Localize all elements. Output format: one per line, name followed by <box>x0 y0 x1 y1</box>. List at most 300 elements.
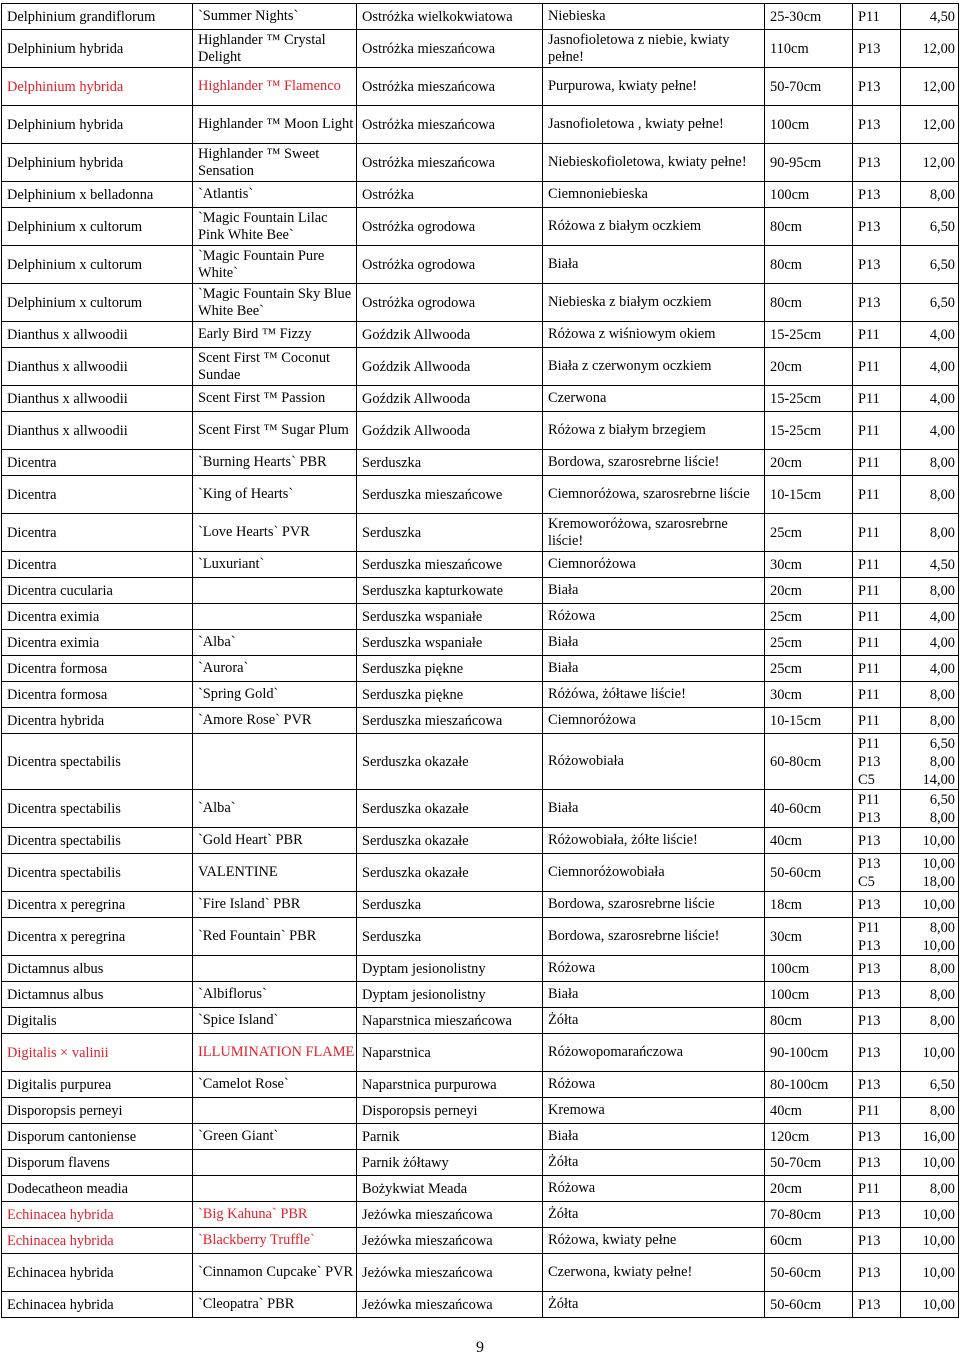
latin-name: Dicentra formosa <box>2 656 193 682</box>
cultivar-name: `Magic Fountain Pure White` <box>193 246 357 284</box>
pot-size: P13 <box>853 1150 901 1176</box>
table-row <box>2 476 959 514</box>
cultivar-name: `Magic Fountain Sky Blue White Bee` <box>193 284 357 322</box>
pot-size: P13 <box>853 1008 901 1034</box>
pot-size: P13 <box>853 1254 901 1292</box>
plant-height: 15-25cm <box>765 412 853 450</box>
polish-name: Serduszka kapturkowate <box>357 578 543 604</box>
flower-color: Różowa z wiśniowym okiem <box>543 322 765 348</box>
latin-name: Dicentra spectabilis <box>2 734 193 790</box>
plant-height: 10-15cm <box>765 708 853 734</box>
plant-height: 50-70cm <box>765 68 853 106</box>
pot-size: P13 <box>853 1124 901 1150</box>
cultivar-name: `Camelot Rose` <box>193 1072 357 1098</box>
latin-name: Delphinium hybrida <box>2 144 193 182</box>
table-row <box>2 348 959 386</box>
pot-size: P11 P13 C5 <box>853 734 901 790</box>
cultivar-name: Highlander ™ Crystal Delight <box>193 30 357 68</box>
polish-name: Ostróżka wielkokwiatowa <box>357 4 543 30</box>
flower-color: Czerwona <box>543 386 765 412</box>
flower-color: Żółta <box>543 1292 765 1318</box>
plant-height: 80cm <box>765 284 853 322</box>
latin-name: Disporum cantoniense <box>2 1124 193 1150</box>
cultivar-name: Highlander ™ Sweet Sensation <box>193 144 357 182</box>
latin-name: Dicentra hybrida <box>2 708 193 734</box>
cultivar-name: Scent First ™ Sugar Plum <box>193 412 357 450</box>
cultivar-name: Scent First ™ Coconut Sundae <box>193 348 357 386</box>
flower-color: Różowobiała, żółte liście! <box>543 828 765 854</box>
plant-height: 70-80cm <box>765 1202 853 1228</box>
plant-height: 25-30cm <box>765 4 853 30</box>
flower-color: Różowa <box>543 1176 765 1202</box>
flower-color: Żółta <box>543 1008 765 1034</box>
price: 6,50 <box>901 208 959 246</box>
flower-color: Biała <box>543 656 765 682</box>
price: 6,50 <box>901 284 959 322</box>
price: 8,00 <box>901 1098 959 1124</box>
plant-height: 100cm <box>765 106 853 144</box>
price: 10,00 <box>901 1202 959 1228</box>
polish-name: Goździk Allwooda <box>357 386 543 412</box>
table-row <box>2 892 959 918</box>
polish-name: Dyptam jesionolistny <box>357 982 543 1008</box>
table-row <box>2 828 959 854</box>
flower-color: Jasnofioletowa z niebie, kwiaty pełne! <box>543 30 765 68</box>
plant-height: 60cm <box>765 1228 853 1254</box>
plant-height: 30cm <box>765 918 853 956</box>
price: 8,00 <box>901 982 959 1008</box>
flower-color: Purpurowa, kwiaty pełne! <box>543 68 765 106</box>
table-row <box>2 1254 959 1292</box>
plant-height: 80-100cm <box>765 1072 853 1098</box>
latin-name: Echinacea hybrida <box>2 1228 193 1254</box>
table-row <box>2 578 959 604</box>
pot-size: P11 <box>853 682 901 708</box>
table-row <box>2 1008 959 1034</box>
flower-color: Bordowa, szarosrebrne liście! <box>543 918 765 956</box>
table-row <box>2 386 959 412</box>
plant-height: 20cm <box>765 1176 853 1202</box>
flower-color: Biała z czerwonym oczkiem <box>543 348 765 386</box>
flower-color: Biała <box>543 790 765 828</box>
polish-name: Ostróżka mieszańcowa <box>357 144 543 182</box>
plant-height: 40-60cm <box>765 790 853 828</box>
latin-name: Delphinium x cultorum <box>2 208 193 246</box>
pot-size: P13 <box>853 828 901 854</box>
pot-size: P13 <box>853 182 901 208</box>
price: 8,00 <box>901 450 959 476</box>
latin-name: Dicentra x peregrina <box>2 892 193 918</box>
price: 6,50 <box>901 246 959 284</box>
plant-height: 40cm <box>765 828 853 854</box>
pot-size: P11 P13 <box>853 790 901 828</box>
latin-name: Dicentra spectabilis <box>2 828 193 854</box>
latin-name: Delphinium x belladonna <box>2 182 193 208</box>
polish-name: Jeżówka mieszańcowa <box>357 1228 543 1254</box>
flower-color: Bordowa, szarosrebrne liście! <box>543 450 765 476</box>
pot-size: P13 <box>853 68 901 106</box>
table-row <box>2 412 959 450</box>
table-row <box>2 144 959 182</box>
latin-name: Dianthus x allwoodii <box>2 322 193 348</box>
table-row <box>2 182 959 208</box>
cultivar-name: `Atlantis` <box>193 182 357 208</box>
flower-color: Różowa <box>543 956 765 982</box>
table-row <box>2 246 959 284</box>
price: 4,00 <box>901 348 959 386</box>
polish-name: Serduszka piękne <box>357 682 543 708</box>
polish-name: Serduszka okazałe <box>357 790 543 828</box>
price: 12,00 <box>901 68 959 106</box>
flower-color: Kremowa <box>543 1098 765 1124</box>
cultivar-name: `Cleopatra` PBR <box>193 1292 357 1318</box>
pot-size: P11 <box>853 630 901 656</box>
polish-name: Bożykwiat Meada <box>357 1176 543 1202</box>
page-number: 9 <box>476 1339 484 1356</box>
polish-name: Goździk Allwooda <box>357 322 543 348</box>
polish-name: Serduszka wspaniałe <box>357 630 543 656</box>
plant-height: 18cm <box>765 892 853 918</box>
price: 10,00 <box>901 828 959 854</box>
polish-name: Goździk Allwooda <box>357 412 543 450</box>
flower-color: Niebieska <box>543 4 765 30</box>
table-row <box>2 1176 959 1202</box>
price: 8,00 <box>901 182 959 208</box>
cultivar-name: `Spring Gold` <box>193 682 357 708</box>
plant-height: 10-15cm <box>765 476 853 514</box>
polish-name: Serduszka okazałe <box>357 828 543 854</box>
flower-color: Różowopomarańczowa <box>543 1034 765 1072</box>
polish-name: Serduszka okazałe <box>357 854 543 892</box>
catalog-body <box>2 4 959 1318</box>
flower-color: Ciemnoniebieska <box>543 182 765 208</box>
price: 10,00 <box>901 1150 959 1176</box>
polish-name: Serduszka <box>357 892 543 918</box>
cultivar-name: `Luxuriant` <box>193 552 357 578</box>
flower-color: Żółta <box>543 1202 765 1228</box>
plant-height: 100cm <box>765 956 853 982</box>
polish-name: Naparstnica <box>357 1034 543 1072</box>
table-row <box>2 1072 959 1098</box>
polish-name: Ostróżka ogrodowa <box>357 208 543 246</box>
plant-height: 50-60cm <box>765 854 853 892</box>
table-row <box>2 630 959 656</box>
polish-name: Dyptam jesionolistny <box>357 956 543 982</box>
pot-size: P11 <box>853 552 901 578</box>
price: 16,00 <box>901 1124 959 1150</box>
cultivar-name: `Cinnamon Cupcake` PVR <box>193 1254 357 1292</box>
table-row <box>2 1124 959 1150</box>
plant-height: 80cm <box>765 1008 853 1034</box>
table-row <box>2 1292 959 1318</box>
price: 6,50 8,00 14,00 <box>901 734 959 790</box>
polish-name: Naparstnica purpurowa <box>357 1072 543 1098</box>
plant-height: 25cm <box>765 604 853 630</box>
flower-color: Żółta <box>543 1150 765 1176</box>
price: 8,00 <box>901 1176 959 1202</box>
polish-name: Ostróżka ogrodowa <box>357 284 543 322</box>
plant-height: 90-95cm <box>765 144 853 182</box>
pot-size: P11 <box>853 450 901 476</box>
polish-name: Serduszka <box>357 450 543 476</box>
cultivar-name: VALENTINE <box>193 854 357 892</box>
latin-name: Dianthus x allwoodii <box>2 412 193 450</box>
latin-name: Dicentra <box>2 552 193 578</box>
pot-size: P13 C5 <box>853 854 901 892</box>
pot-size: P13 <box>853 284 901 322</box>
plant-height: 60-80cm <box>765 734 853 790</box>
price: 10,00 <box>901 1228 959 1254</box>
price: 4,00 <box>901 604 959 630</box>
price: 12,00 <box>901 106 959 144</box>
latin-name: Dicentra formosa <box>2 682 193 708</box>
flower-color: Różówa, żółtawe liście! <box>543 682 765 708</box>
latin-name: Delphinium x cultorum <box>2 284 193 322</box>
table-row <box>2 682 959 708</box>
cultivar-name: `Gold Heart` PBR <box>193 828 357 854</box>
cultivar-name: `Alba` <box>193 630 357 656</box>
cultivar-name: Highlander ™ Flamenco <box>193 68 357 106</box>
pot-size: P11 <box>853 578 901 604</box>
plant-height: 100cm <box>765 182 853 208</box>
plant-height: 120cm <box>765 1124 853 1150</box>
flower-color: Różowa, kwiaty pełne <box>543 1228 765 1254</box>
plant-height: 20cm <box>765 450 853 476</box>
latin-name: Echinacea hybrida <box>2 1292 193 1318</box>
cultivar-name <box>193 1150 357 1176</box>
price: 8,00 <box>901 476 959 514</box>
cultivar-name: `Aurora` <box>193 656 357 682</box>
plant-height: 50-70cm <box>765 1150 853 1176</box>
polish-name: Serduszka wspaniałe <box>357 604 543 630</box>
latin-name: Delphinium hybrida <box>2 68 193 106</box>
table-row <box>2 854 959 892</box>
plant-height: 100cm <box>765 982 853 1008</box>
pot-size: P11 <box>853 348 901 386</box>
pot-size: P13 <box>853 1292 901 1318</box>
plant-height: 80cm <box>765 208 853 246</box>
flower-color: Różowa <box>543 1072 765 1098</box>
pot-size: P11 <box>853 1176 901 1202</box>
price: 6,50 <box>901 1072 959 1098</box>
polish-name: Serduszka mieszańcowe <box>357 552 543 578</box>
latin-name: Digitalis purpurea <box>2 1072 193 1098</box>
pot-size: P11 <box>853 412 901 450</box>
table-row <box>2 68 959 106</box>
latin-name: Dicentra cucularia <box>2 578 193 604</box>
flower-color: Biała <box>543 246 765 284</box>
price: 8,00 <box>901 514 959 552</box>
pot-size: P13 <box>853 1034 901 1072</box>
latin-name: Echinacea hybrida <box>2 1254 193 1292</box>
price: 8,00 <box>901 708 959 734</box>
latin-name: Delphinium grandiflorum <box>2 4 193 30</box>
latin-name: Dicentra spectabilis <box>2 790 193 828</box>
price: 4,00 <box>901 412 959 450</box>
table-row <box>2 106 959 144</box>
pot-size: P11 <box>853 386 901 412</box>
table-row <box>2 1034 959 1072</box>
plant-height: 30cm <box>765 682 853 708</box>
polish-name: Serduszka mieszańcowa <box>357 708 543 734</box>
flower-color: Ciemnoróżowobiała <box>543 854 765 892</box>
plant-height: 50-60cm <box>765 1254 853 1292</box>
polish-name: Jeżówka mieszańcowa <box>357 1202 543 1228</box>
latin-name: Delphinium hybrida <box>2 30 193 68</box>
flower-color: Różowa z białym brzegiem <box>543 412 765 450</box>
latin-name: Dicentra spectabilis <box>2 854 193 892</box>
latin-name: Dicentra <box>2 450 193 476</box>
pot-size: P13 <box>853 892 901 918</box>
flower-color: Czerwona, kwiaty pełne! <box>543 1254 765 1292</box>
polish-name: Serduszka <box>357 514 543 552</box>
catalog-table <box>1 3 959 1318</box>
cultivar-name <box>193 734 357 790</box>
latin-name: Delphinium hybrida <box>2 106 193 144</box>
polish-name: Ostróżka mieszańcowa <box>357 30 543 68</box>
latin-name: Dicentra eximia <box>2 630 193 656</box>
table-row <box>2 208 959 246</box>
cultivar-name: `Big Kahuna` PBR <box>193 1202 357 1228</box>
flower-color: Biała <box>543 578 765 604</box>
cultivar-name: ILLUMINATION FLAME <box>193 1034 357 1072</box>
cultivar-name: Scent First ™ Passion <box>193 386 357 412</box>
pot-size: P13 <box>853 956 901 982</box>
pot-size: P13 <box>853 30 901 68</box>
plant-height: 25cm <box>765 656 853 682</box>
price: 10,00 <box>901 1034 959 1072</box>
cultivar-name: `Fire Island` PBR <box>193 892 357 918</box>
flower-color: Różowobiała <box>543 734 765 790</box>
price: 8,00 10,00 <box>901 918 959 956</box>
price: 10,00 18,00 <box>901 854 959 892</box>
pot-size: P13 <box>853 106 901 144</box>
pot-size: P11 <box>853 656 901 682</box>
price: 4,00 <box>901 322 959 348</box>
cultivar-name: `Amore Rose` PVR <box>193 708 357 734</box>
flower-color: Ciemnoróżowa <box>543 708 765 734</box>
price: 4,00 <box>901 386 959 412</box>
price: 8,00 <box>901 956 959 982</box>
flower-color: Biała <box>543 630 765 656</box>
polish-name: Ostróżka mieszańcowa <box>357 106 543 144</box>
price: 10,00 <box>901 1254 959 1292</box>
cultivar-name: `Love Hearts` PVR <box>193 514 357 552</box>
cultivar-name: `Burning Hearts` PBR <box>193 450 357 476</box>
price: 10,00 <box>901 892 959 918</box>
polish-name: Goździk Allwooda <box>357 348 543 386</box>
pot-size: P11 <box>853 322 901 348</box>
polish-name: Ostróżka ogrodowa <box>357 246 543 284</box>
polish-name: Parnik żółtawy <box>357 1150 543 1176</box>
cultivar-name: `Magic Fountain Lilac Pink White Bee` <box>193 208 357 246</box>
cultivar-name: `Red Fountain` PBR <box>193 918 357 956</box>
price: 6,50 8,00 <box>901 790 959 828</box>
table-row <box>2 708 959 734</box>
table-row <box>2 1228 959 1254</box>
plant-height: 40cm <box>765 1098 853 1124</box>
table-row <box>2 604 959 630</box>
table-row <box>2 450 959 476</box>
pot-size: P11 <box>853 1098 901 1124</box>
polish-name: Jeżówka mieszańcowa <box>357 1254 543 1292</box>
polish-name: Serduszka <box>357 918 543 956</box>
table-row <box>2 734 959 790</box>
latin-name: Disporopsis perneyi <box>2 1098 193 1124</box>
cultivar-name <box>193 1176 357 1202</box>
table-row <box>2 956 959 982</box>
plant-height: 110cm <box>765 30 853 68</box>
cultivar-name <box>193 604 357 630</box>
pot-size: P11 <box>853 604 901 630</box>
plant-height: 80cm <box>765 246 853 284</box>
cultivar-name <box>193 1098 357 1124</box>
latin-name: Dicentra <box>2 476 193 514</box>
polish-name: Ostróżka mieszańcowa <box>357 68 543 106</box>
price: 8,00 <box>901 578 959 604</box>
table-row <box>2 4 959 30</box>
price: 8,00 <box>901 1008 959 1034</box>
cultivar-name: `King of Hearts` <box>193 476 357 514</box>
latin-name: Digitalis × valinii <box>2 1034 193 1072</box>
flower-color: Niebieskofioletowa, kwiaty pełne! <box>543 144 765 182</box>
latin-name: Dianthus x allwoodii <box>2 348 193 386</box>
polish-name: Ostróżka <box>357 182 543 208</box>
price: 8,00 <box>901 682 959 708</box>
polish-name: Jeżówka mieszańcowa <box>357 1292 543 1318</box>
flower-color: Różowa <box>543 604 765 630</box>
price: 10,00 <box>901 1292 959 1318</box>
pot-size: P13 <box>853 208 901 246</box>
flower-color: Ciemnoróżowa, szarosrebrne liście <box>543 476 765 514</box>
pot-size: P13 <box>853 1202 901 1228</box>
table-row <box>2 918 959 956</box>
flower-color: Ciemnoróżowa <box>543 552 765 578</box>
plant-height: 15-25cm <box>765 322 853 348</box>
latin-name: Delphinium x cultorum <box>2 246 193 284</box>
pot-size: P11 <box>853 708 901 734</box>
price: 12,00 <box>901 144 959 182</box>
flower-color: Różowa z białym oczkiem <box>543 208 765 246</box>
table-row <box>2 322 959 348</box>
latin-name: Echinacea hybrida <box>2 1202 193 1228</box>
table-row <box>2 656 959 682</box>
table-row <box>2 514 959 552</box>
price: 4,50 <box>901 552 959 578</box>
pot-size: P13 <box>853 246 901 284</box>
polish-name: Serduszka piękne <box>357 656 543 682</box>
polish-name: Parnik <box>357 1124 543 1150</box>
flower-color: Kremoworóżowa, szarosrebrne liście! <box>543 514 765 552</box>
cultivar-name <box>193 956 357 982</box>
cultivar-name: `Spice Island` <box>193 1008 357 1034</box>
flower-color: Biała <box>543 1124 765 1150</box>
cultivar-name: `Green Giant` <box>193 1124 357 1150</box>
flower-color: Jasnofioletowa , kwiaty pełne! <box>543 106 765 144</box>
flower-color: Niebieska z białym oczkiem <box>543 284 765 322</box>
price: 4,00 <box>901 630 959 656</box>
plant-height: 25cm <box>765 514 853 552</box>
polish-name: Disporopsis perneyi <box>357 1098 543 1124</box>
pot-size: P13 <box>853 144 901 182</box>
latin-name: Dicentra x peregrina <box>2 918 193 956</box>
polish-name: Serduszka okazałe <box>357 734 543 790</box>
latin-name: Dicentra eximia <box>2 604 193 630</box>
pot-size: P13 <box>853 1228 901 1254</box>
polish-name: Serduszka mieszańcowe <box>357 476 543 514</box>
plant-height: 50-60cm <box>765 1292 853 1318</box>
pot-size: P13 <box>853 982 901 1008</box>
